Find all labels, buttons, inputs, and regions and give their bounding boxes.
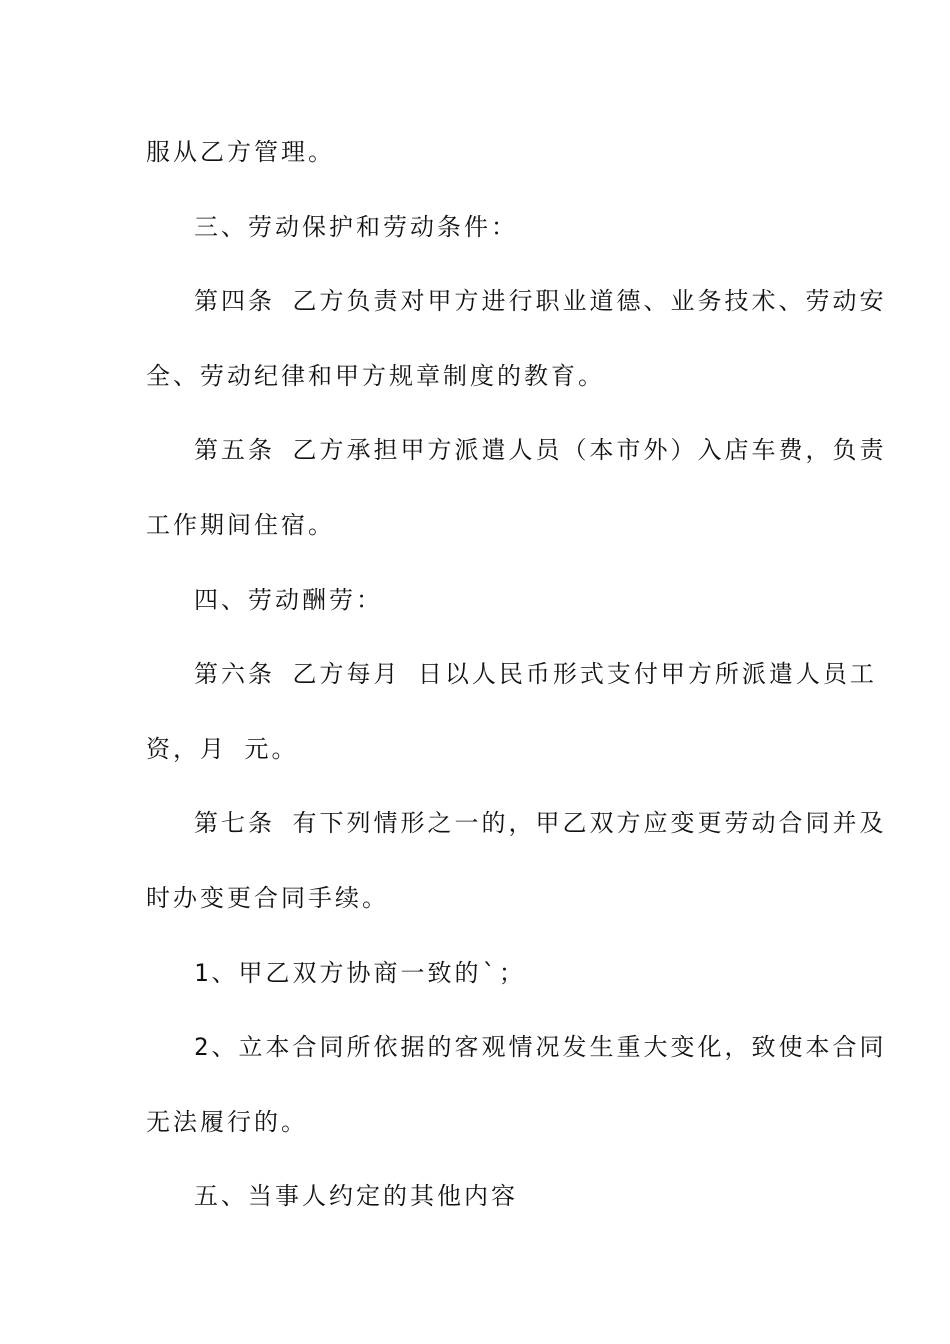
- section-heading: 五、当事人约定的其他内容: [194, 1182, 518, 1210]
- list-item: 1、甲乙双方协商一致的`；: [194, 959, 526, 987]
- text-line: 服从乙方管理。: [146, 138, 335, 166]
- text-line: 工作期间住宿。: [146, 511, 335, 539]
- text-line: 无法履行的。: [146, 1108, 308, 1136]
- text-line: 资，月 元。: [146, 735, 299, 763]
- text-line: 第四条 乙方负责对甲方进行职业道德、业务技术、劳动安: [194, 287, 887, 315]
- text-line: 全、劳动纪律和甲方规章制度的教育。: [146, 362, 605, 390]
- section-heading: 三、劳动保护和劳动条件：: [194, 213, 518, 241]
- text-line: 时办变更合同手续。: [146, 884, 389, 912]
- text-line: 第五条 乙方承担甲方派遣人员（本市外）入店车费，负责: [194, 436, 887, 464]
- section-heading: 四、劳动酬劳：: [194, 586, 383, 614]
- text-line: 第六条 乙方每月 日以人民币形式支付甲方所派遣人员工: [194, 660, 877, 688]
- list-item: 2、立本合同所依据的客观情况发生重大变化，致使本合同: [194, 1033, 887, 1061]
- text-line: 第七条 有下列情形之一的，甲乙双方应变更劳动合同并及: [194, 809, 887, 837]
